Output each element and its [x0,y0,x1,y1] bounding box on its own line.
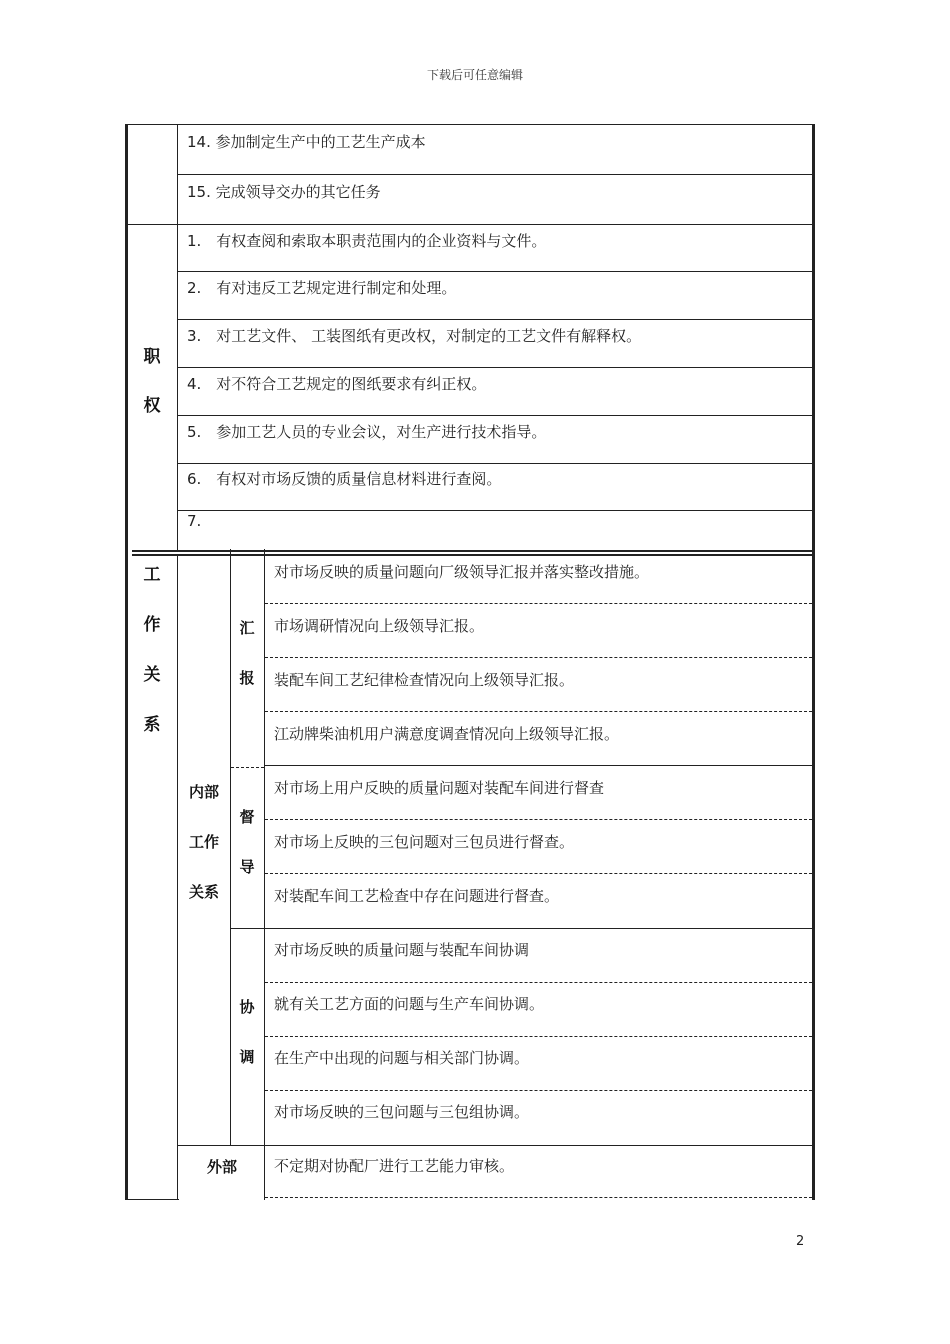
report-label-char-1: 汇 [239,619,255,637]
supervise-item-3: 对装配车间工艺检查中存在问题进行督查。 [274,887,560,905]
work-relations-label-char-2: 作 [143,615,161,635]
work-relations-label-char-4: 系 [143,715,161,735]
section-separator [132,550,812,552]
authority-item-5: 5. 参加工艺人员的专业会议，对生产进行技术指导。 [187,423,547,441]
coordinate-item-4: 对市场反映的三包问题与三包组协调。 [274,1103,530,1121]
authority-item-6: 6. 有权对市场反馈的质量信息材料进行查阅。 [187,470,502,488]
table-left-border [125,124,128,1200]
external-item-1: 不定期对协配厂进行工艺能力审核。 [274,1157,515,1175]
duty-item-14: 14. 参加制定生产中的工艺生产成本 [187,133,426,151]
internal-label-line-2: 工作 [188,833,219,851]
authority-item-4: 4. 对不符合工艺规定的图纸要求有纠正权。 [187,375,487,393]
supervise-item-2: 对市场上反映的三包问题对三包员进行督查。 [274,833,575,851]
report-item-1: 对市场反映的质量问题向厂级领导汇报并落实整改措施。 [274,563,650,581]
work-relations-label-char-3: 关 [143,665,161,685]
duty-item-15: 15. 完成领导交办的其它任务 [187,183,381,201]
report-item-3: 装配车间工艺纪律检查情况向上级领导汇报。 [274,671,575,689]
authority-item-3: 3. 对工艺文件、 工装图纸有更改权，对制定的工艺文件有解释权。 [187,327,642,345]
report-item-4: 江动牌柴油机用户满意度调查情况向上级领导汇报。 [274,725,620,743]
authority-label-char-1: 职 [143,347,161,367]
report-item-2: 市场调研情况向上级领导汇报。 [274,617,485,635]
authority-item-1: 1. 有权查阅和索取本职责范围内的企业资料与文件。 [187,232,547,250]
page-header: 下载后可任意编辑 [426,68,523,82]
authority-item-7: 7. [187,512,202,530]
internal-label-line-1: 内部 [188,783,219,801]
coordinate-label-char-1: 协 [239,998,255,1016]
work-relations-label-char-1: 工 [143,565,161,585]
coordinate-item-2: 就有关工艺方面的问题与生产车间协调。 [274,995,545,1013]
report-label-char-2: 报 [239,669,255,687]
authority-label-char-2: 权 [143,396,161,416]
coordinate-item-3: 在生产中出现的问题与相关部门协调。 [274,1049,530,1067]
external-label: 外部 [206,1158,237,1176]
page-number: 2 [796,1234,805,1249]
supervise-label-char-2: 导 [239,858,255,876]
coordinate-label-char-2: 调 [239,1048,255,1066]
authority-item-2: 2. 有对违反工艺规定进行制定和处理。 [187,279,457,297]
supervise-label-char-1: 督 [239,808,255,826]
table-right-border [812,124,815,1200]
supervise-item-1: 对市场上用户反映的质量问题对装配车间进行督查 [274,779,605,797]
internal-label-line-3: 关系 [188,883,219,901]
coordinate-item-1: 对市场反映的质量问题与装配车间协调 [274,941,530,959]
